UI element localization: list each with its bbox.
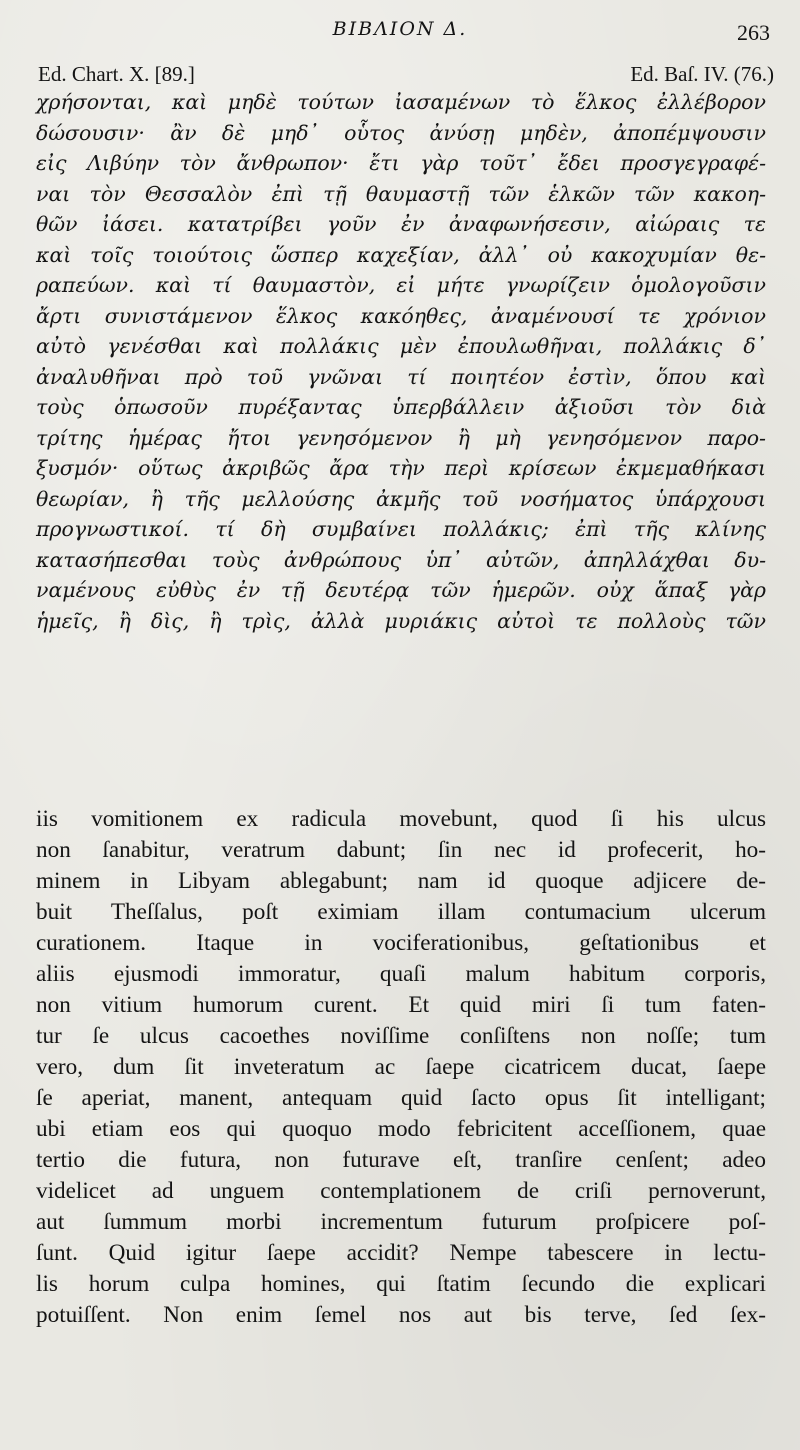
greek-line: ραπεύων. καὶ τί θαυμαστὸν, εἰ μήτε γνωρίζειν ὁμολογοῦσιν <box>36 273 766 297</box>
latin-line: non vitium humorum curent. Et quid miri ſi tum faten- <box>36 992 766 1018</box>
running-title: ΒΙΒΛΙΟΝ Δ. <box>332 18 468 40</box>
latin-line: aliis ejusmodi immoratur, quaſi malum habitum corporis, <box>36 961 766 987</box>
latin-line: non ſanabitur, veratrum dabunt; ſin nec id profecerit, ho- <box>36 837 766 863</box>
latin-line: iis vomitionem ex radicula movebunt, quod ſi his ulcus <box>36 806 766 832</box>
greek-line: δώσουσιν· ἂν δὲ μηδ᾽ οὗτος ἀνύσῃ μηδὲν, ἀποπέμψουσιν <box>36 120 766 145</box>
edition-chart-reference: Ed. Chart. X. [89.] <box>38 62 195 86</box>
greek-line: κατασήπεσθαι τοὺς ἀνθρώπους ὑπ᾽ αὐτῶν, ἀπηλλάχθαι δυ- <box>36 547 766 572</box>
running-head <box>0 18 800 48</box>
latin-line: buit Theſſalus, poſt eximiam illam contumacium ulcerum <box>36 899 766 925</box>
greek-line: ἀναλυθῆναι πρὸ τοῦ γνῶναι τί ποιητέον ἐστὶν, ὅπου καὶ <box>36 364 766 389</box>
greek-line: ναμένους εὐθὺς ἐν τῇ δευτέρᾳ τῶν ἡμερῶν. οὐχ ἅπαξ γὰρ <box>36 578 766 602</box>
latin-line: vero, dum ſit inveteratum ac ſaepe cicatricem ducat, ſaepe <box>36 1054 766 1080</box>
latin-line: tertio die futura, non futurave eſt, tranſire cenſent; adeo <box>36 1147 766 1173</box>
greek-line: ἡμεῖς, ἢ δὶς, ἢ τρὶς, ἀλλὰ μυριάκις αὐτοὶ τε πολλοὺς τῶν <box>36 608 766 633</box>
latin-line: potuiſſent. Non enim ſemel nos aut bis terve, ſed ſex- <box>36 1302 766 1328</box>
greek-line: θῶν ἰάσει. κατατρίβει γοῦν ἐν ἀναφωνήσεσιν, αἰώραις τε <box>36 212 766 236</box>
latin-line: ſe aperiat, manent, antequam quid ſacto opus ſit intelligant; <box>36 1085 766 1111</box>
latin-line: lis horum culpa homines, qui ſtatim ſecundo die explicari <box>36 1271 766 1297</box>
latin-line: ſunt. Quid igitur ſaepe accidit? Nempe tabescere in lectu- <box>36 1240 766 1266</box>
greek-line: ἄρτι συνιστάμενον ἕλκος κακόηθες, ἀναμένουσί τε χρόνιον <box>36 303 766 328</box>
greek-line: ξυσμόν· οὕτως ἀκριβῶς ἄρα τὴν περὶ κρίσεων ἐκμεμαθήκασι <box>36 456 766 480</box>
greek-line: εἰς Λιβύην τὸν ἄνθρωπον· ἔτι γὰρ τοῦτ᾽ ἔδει προσγεγραφέ- <box>36 151 766 175</box>
latin-line: ubi etiam eos qui quoquo modo febricitent acceſſionem, quae <box>36 1116 766 1142</box>
greek-line: τρίτης ἡμέρας ἤτοι γενησόμενον ἢ μὴ γενησόμενον παρο- <box>36 425 766 450</box>
page-number: 263 <box>737 20 770 45</box>
greek-line: αὐτὸ γενέσθαι καὶ πολλάκις μὲν ἐπουλωθῆναι, πολλάκις δ᾽ <box>36 334 766 358</box>
greek-line: τοὺς ὁπωσοῦν πυρέξαντας ὑπερβάλλειν ἀξιοῦσι τὸν διὰ <box>36 395 766 419</box>
latin-line: tur ſe ulcus cacoethes noviſſime conſiſtens non noſſe; tum <box>36 1023 766 1049</box>
latin-line: minem in Libyam ablegabunt; nam id quoque adjicere de- <box>36 868 766 894</box>
greek-line: καὶ τοῖς τοιούτοις ὥσπερ καχεξίαν, ἀλλ᾽ οὐ κακοχυμίαν θε- <box>36 242 766 267</box>
greek-text-block <box>36 87 766 636</box>
greek-line: θεωρίαν, ἢ τῆς μελλούσης ἀκμῆς τοῦ νοσήματος ὑπάρχουσι <box>36 486 766 511</box>
latin-line: videlicet ad unguem contemplationem de criſi pernoverunt, <box>36 1178 766 1204</box>
edition-references <box>38 62 774 88</box>
latin-line: aut ſummum morbi incrementum futurum proſpicere poſ- <box>36 1209 766 1235</box>
latin-line: curationem. Itaque in vociferationibus, geſtationibus et <box>36 930 766 956</box>
latin-text-block <box>36 804 766 1331</box>
greek-line: προγνωστικοί. τί δὴ συμβαίνει πολλάκις; ἐπὶ τῆς κλίνης <box>36 517 766 541</box>
greek-line: ναι τὸν Θεσσαλὸν ἐπὶ τῇ θαυμαστῇ τῶν ἑλκῶν τῶν κακοη- <box>36 181 766 206</box>
edition-basel-reference: Ed. Baſ. IV. (76.) <box>630 62 774 86</box>
greek-line: χρήσονται, καὶ μηδὲ τούτων ἰασαμένων τὸ ἕλκος ἐλλέβορον <box>36 90 766 114</box>
